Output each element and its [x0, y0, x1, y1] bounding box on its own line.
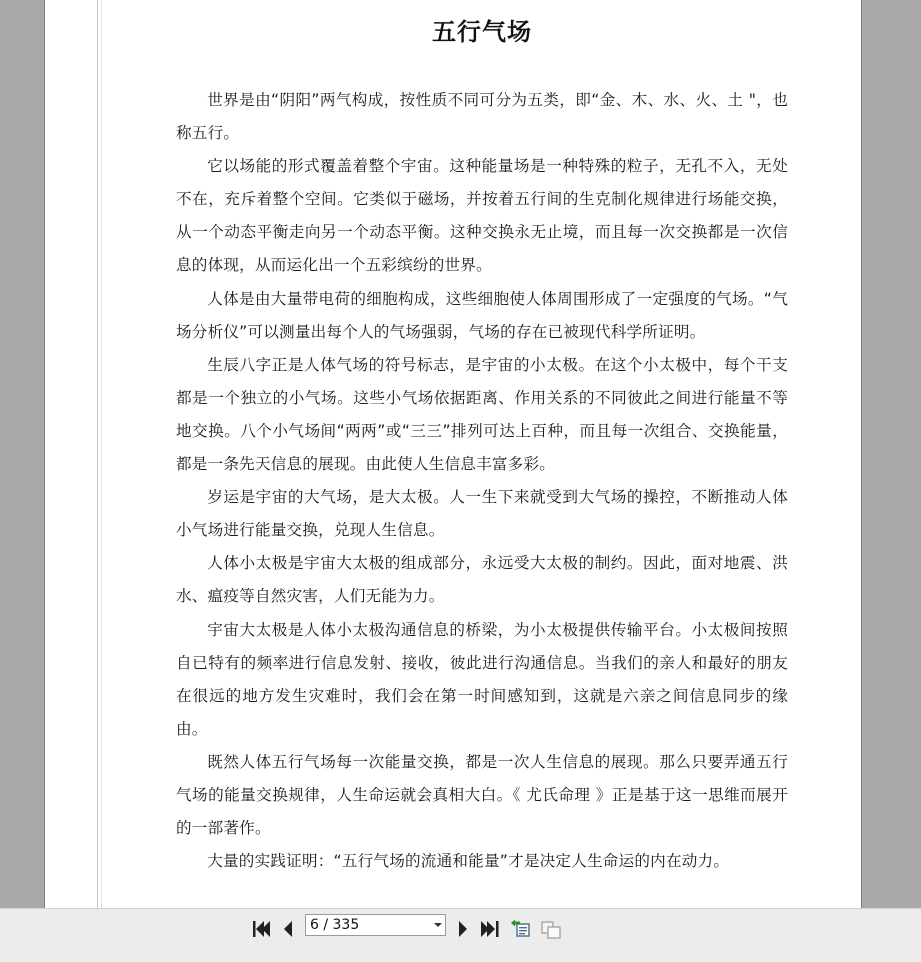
paragraph: 既然人体五行气场每一次能量交换，都是一次人生信息的展现。那么只要弄通五行气场的能量交换规律，人生命运就会真相大白。《 尤氏命理 》正是基于这一思维而展开的一部著作。: [176, 752, 788, 838]
navigation-toolbar: [0, 908, 921, 962]
go-back-view-icon[interactable]: [510, 918, 532, 940]
previous-page-icon[interactable]: [278, 918, 300, 940]
paragraph: 它以场能的形式覆盖着整个宇宙。这种能量场是一种特殊的粒子，无孔不入，无处不在，充斥着整个空间。它类似于磁场，并按着五行间的生克制化规律进行场能交换，从一个动态平衡走向另一个动态平衡。这种交换永无止境，而且每一次交换都是一次信息的体现，从而运化出一个五彩缤纷的世界。: [176, 157, 788, 275]
next-page-icon[interactable]: [452, 918, 474, 940]
page-title: 五行气场: [432, 17, 532, 46]
chevron-down-icon: [434, 923, 442, 927]
page-number-select[interactable]: [305, 914, 446, 936]
paragraph: 世界是由“阴阳”两气构成，按性质不同可分为五类，即“金、木、水、火、土 "，也称五行。: [176, 91, 788, 143]
paragraph: 大量的实践证明：“五行气场的流通和能量”才是决定人生命运的内在动力。: [207, 852, 730, 871]
paragraph: 人体是由大量带电荷的细胞构成，这些细胞使人体周围形成了一定强度的气场。“气场分析仪”可以测量出每个人的气场强弱，气场的存在已被现代科学所证明。: [176, 289, 788, 341]
first-page-icon[interactable]: [249, 918, 271, 940]
page-body: [176, 84, 788, 878]
paragraph: 宇宙大太极是人体小太极沟通信息的桥梁，为小太极提供传输平台。小太极间按照自已特有的频率进行信息发射、接收，彼此进行沟通信息。当我们的亲人和最好的朋友在很远的地方发生灾难时，我们会在第一时间感知到，这就是六亲之间信息同步的缘由。: [176, 620, 788, 738]
paragraph: 岁运是宇宙的大气场，是大太极。人一生下来就受到大气场的操控，不断推动人体小气场进行能量交换，兑现人生信息。: [176, 488, 788, 540]
go-forward-view-icon[interactable]: [540, 918, 562, 940]
document-page: [44, 0, 862, 908]
paragraph: 人体小太极是宇宙大太极的组成部分，永远受大太极的制约。因此，面对地震、洪水、瘟疫等自然灾害，人们无能为力。: [176, 554, 788, 606]
page-content: [176, 0, 788, 878]
page-number-value: 6 / 335: [310, 917, 360, 933]
paragraph: 生辰八字正是人体气场的符号标志，是宇宙的小太极。在这个小太极中，每个干支都是一个独立的小气场。这些小气场依据距离、作用关系的不同彼此之间进行能量不等地交换。八个小气场间“两两”或“三三”排列可达上百种，而且每一次组合、交换能量，都是一条先天信息的展现。由此使人生信息丰富多彩。: [176, 355, 788, 474]
page-binding-line: [97, 0, 102, 908]
last-page-icon[interactable]: [480, 918, 502, 940]
